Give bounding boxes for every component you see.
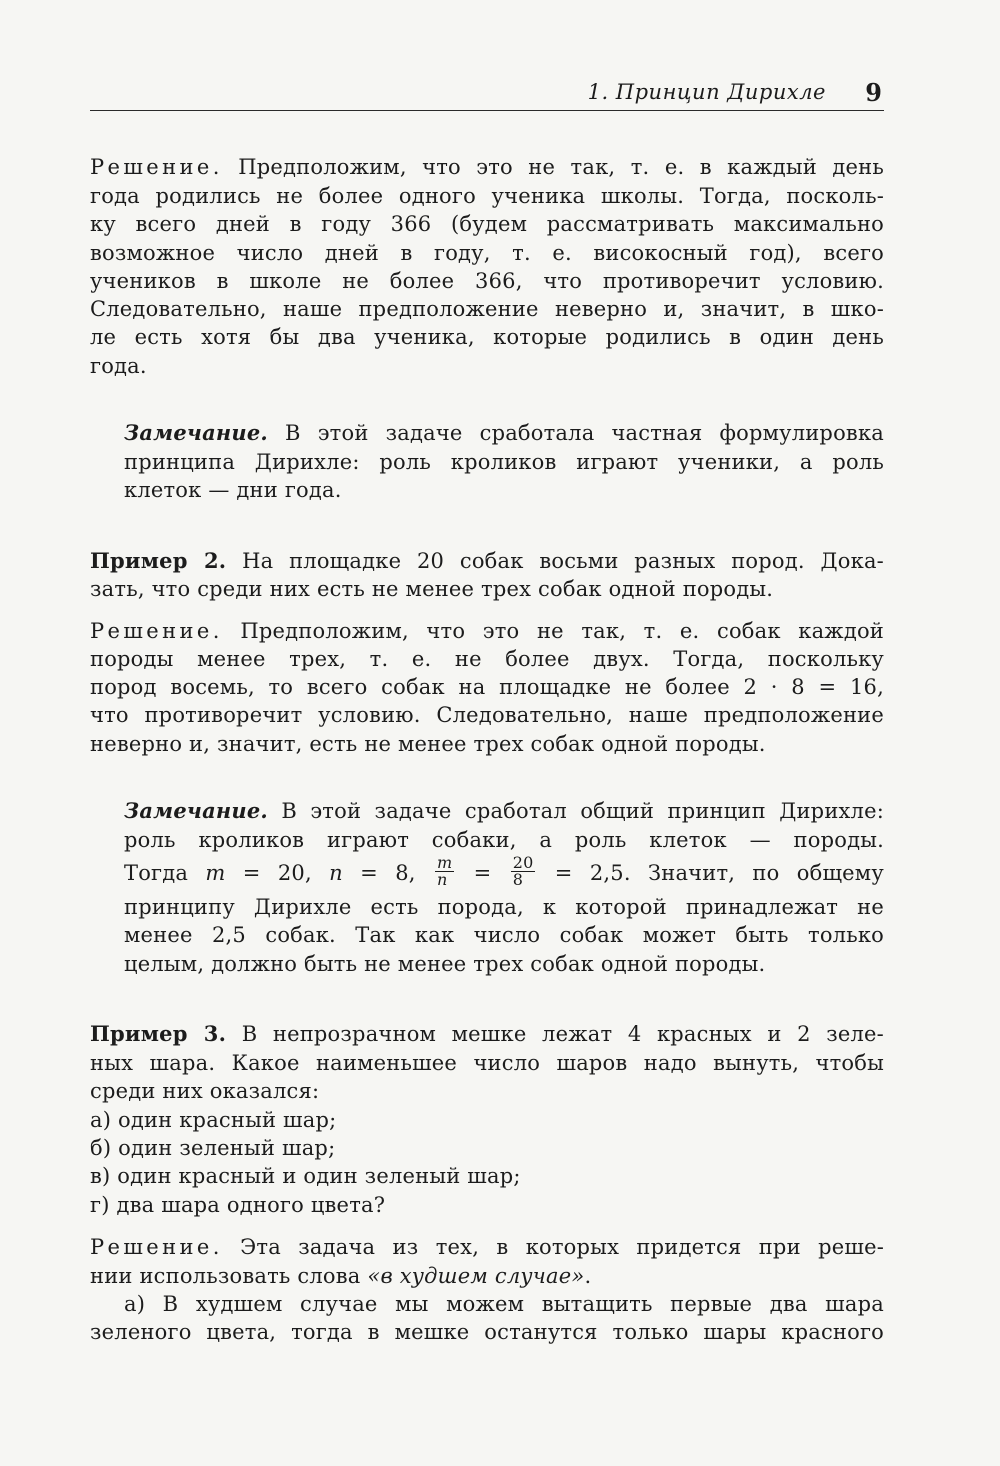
quote-worst-case: «в худшем случае»: [367, 1264, 585, 1288]
remark1-line-1: Замечание. В этой задаче сработала частная формулировка: [124, 420, 884, 445]
example2-label: Пример 2.: [90, 548, 227, 573]
fraction-20-over-8: $\frac{20}{8}$: [512, 853, 534, 889]
example3-line-1: Пример 3. В непрозрачном мешке лежат 4 красных и 2 зеле-: [90, 1021, 884, 1046]
remark1-line-2: принципа Дирихле: роль кроликов играют ученики, а роль: [124, 450, 884, 474]
example3-item-a: а) один красный шар;: [90, 1108, 337, 1132]
solution1-line-6: Следовательно, наше предположение неверно и, значит, в шко-: [90, 297, 884, 321]
solution1-line-1: Решение. Предположим, что это не так, т. е. в каждый день: [90, 155, 884, 179]
solution3-label: Решение.: [90, 1235, 223, 1259]
solution2-line-3: пород восемь, то всего собак на площадке не более 2 · 8 = 16,: [90, 675, 884, 699]
remark1-label: Замечание.: [124, 420, 268, 445]
var-n: n: [329, 861, 343, 885]
remark2-line-1: Замечание. В этой задаче сработал общий принцип Дирихле:: [124, 798, 884, 823]
solution2-label: Решение.: [90, 619, 223, 643]
solution3-line-1: Решение. Эта задача из тех, в которых придется при реше-: [90, 1235, 884, 1259]
solution1-label: Решение.: [90, 155, 223, 179]
solution1-line-7: ле есть хотя бы два ученика, которые родились в один день: [90, 325, 884, 349]
solution2-line-1: Решение. Предположим, что это не так, т. е. собак каждой: [90, 619, 884, 643]
solution2-line-4: что противоречит условию. Следовательно, наше предположение: [90, 703, 884, 727]
solution3-line-2: нии использовать слова «в худшем случае».: [90, 1264, 592, 1288]
solution1-line-8: года.: [90, 354, 147, 378]
example2-line-2: зать, что среди них есть не менее трех собак одной породы.: [90, 577, 774, 601]
page-number: 9: [865, 78, 882, 107]
solution2-line-2: породы менее трех, т. е. не более двух. Тогда, поскольку: [90, 647, 884, 671]
solution1-line-5: учеников в школе не более 366, что противоречит условию.: [90, 269, 884, 293]
chapter-title: 1. Принцип Дирихле: [587, 80, 826, 104]
remark2-formula-line: Тогда m = 20, n = 8, $\frac{m}{n}$ = $\frac{20}{8}$ = 2,5. Значит, по общему: [124, 853, 884, 889]
remark2-line-5: менее 2,5 собак. Так как число собак может быть только: [124, 923, 884, 947]
solution3-line-4: зеленого цвета, тогда в мешке останутся только шары красного: [90, 1320, 884, 1344]
example3-item-b: б) один зеленый шар;: [90, 1136, 336, 1160]
remark2-line-4: принципу Дирихле есть порода, к которой принадлежат не: [124, 895, 884, 919]
solution1-line-4: возможное число дней в году, т. е. високосный год), всего: [90, 241, 884, 265]
fraction-m-over-n: $\frac{m}{n}$: [436, 853, 453, 889]
var-m: m: [205, 861, 226, 885]
example3-label: Пример 3.: [90, 1021, 227, 1046]
example3-item-g: г) два шара одного цвета?: [90, 1193, 386, 1217]
example3-item-v: в) один красный и один зеленый шар;: [90, 1164, 521, 1188]
remark2-line-2: роль кроликов играют собаки, а роль клеток — породы.: [124, 828, 884, 852]
solution3-line-3: а) В худшем случае мы можем вытащить первые два шара: [124, 1292, 884, 1316]
remark2-label: Замечание.: [124, 798, 268, 823]
example2-line-1: Пример 2. На площадке 20 собак восьми разных пород. Дока-: [90, 548, 884, 573]
example3-line-2: ных шара. Какое наименьшее число шаров надо вынуть, чтобы: [90, 1051, 884, 1075]
remark2-line-6: целым, должно быть не менее трех собак одной породы.: [124, 952, 766, 976]
solution1-line-2: года родились не более одного ученика школы. Тогда, посколь-: [90, 184, 884, 208]
solution2-line-5: неверно и, значит, есть не менее трех собак одной породы.: [90, 732, 766, 756]
running-header: [90, 78, 884, 111]
solution1-line-3: ку всего дней в году 366 (будем рассматривать максимально: [90, 212, 884, 236]
example3-line-3: среди них оказался:: [90, 1079, 320, 1103]
remark1-line-3: клеток — дни года.: [124, 478, 342, 502]
